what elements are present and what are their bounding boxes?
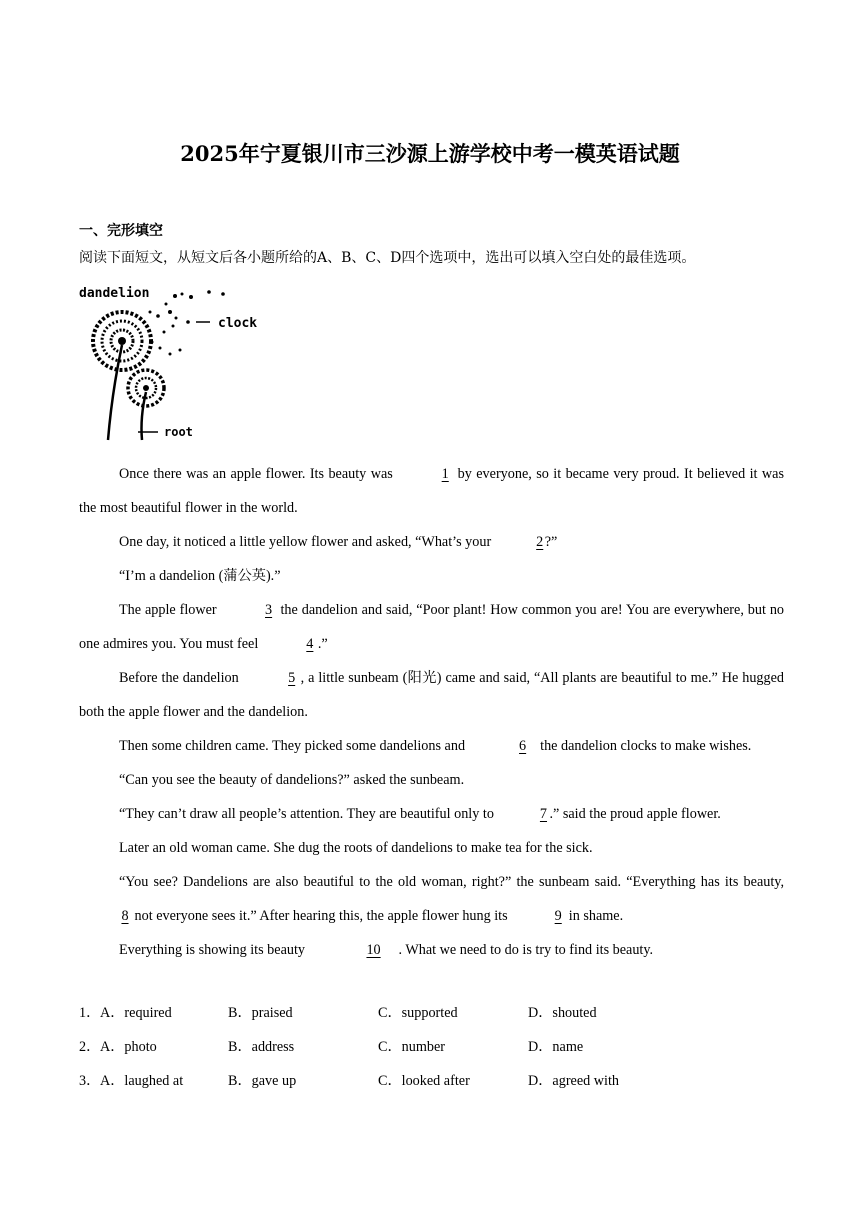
section-heading: 一、完形填空 — [79, 223, 163, 239]
text-span: .” — [317, 636, 328, 652]
instruction-text: 阅读下面短文，从短文后各小题所给的A、B、C、D四个选项中，选出可以填入空白处的最佳选项。 — [79, 250, 696, 266]
blank-3: 3 — [265, 602, 273, 618]
figure-label-root: root — [164, 425, 193, 439]
small-stem — [142, 392, 147, 440]
option-a[interactable]: A．required — [100, 1005, 172, 1021]
blank-1: 1 — [441, 466, 449, 482]
passage-paragraph — [79, 797, 784, 831]
dandelion-figure — [78, 282, 268, 444]
passage-paragraph — [79, 763, 784, 797]
passage-paragraph — [79, 865, 784, 933]
figure-label-dandelion: dandelion — [79, 286, 150, 301]
option-b[interactable]: B．gave up — [228, 1073, 297, 1089]
question-number: 1． — [79, 1005, 101, 1021]
text-span: “You see? Dandelions are also beautiful to the old woman, right?” the sunbeam said. “Everything has its beauty, — [119, 874, 784, 890]
passage-paragraph — [79, 729, 784, 763]
text-span: Later an old woman came. She dug the roots of dandelions to make tea for the sick. — [119, 840, 593, 856]
passage-paragraph — [79, 525, 784, 559]
large-flower-head — [93, 312, 151, 370]
text-span: in shame. — [565, 908, 624, 924]
text-span: .” said the proud apple flower. — [549, 806, 721, 822]
cloze-passage — [79, 457, 784, 967]
figure-label-clock: clock — [218, 316, 258, 331]
text-span: the dandelion clocks to make wishes. — [536, 738, 752, 754]
text-span: by everyone, so it became very proud. It believed it was the most beautiful flower in the world. — [79, 466, 784, 516]
option-c[interactable]: C．looked after — [378, 1073, 470, 1089]
text-span: Everything is showing its beauty — [119, 942, 309, 958]
text-span: not everyone sees it.” After hearing this, the apple flower hung its — [131, 908, 512, 924]
passage-paragraph — [79, 661, 784, 729]
blank-5: 5 — [288, 670, 296, 686]
blank-9: 9 — [554, 908, 562, 924]
text-span: Then some children came. They picked some dandelions and — [119, 738, 469, 754]
passage-paragraph — [79, 457, 784, 525]
text-span: “Can you see the beauty of dandelions?” asked the sunbeam. — [119, 772, 465, 788]
option-a[interactable]: A．laughed at — [100, 1073, 184, 1089]
question-options — [79, 996, 779, 1098]
passage-paragraph — [79, 593, 784, 661]
blank-4: 4 — [306, 636, 314, 652]
text-span: . What we need to do is try to find its beauty. — [398, 942, 654, 958]
text-span: Before the dandelion — [119, 670, 243, 686]
passage-paragraph — [79, 933, 784, 967]
option-d[interactable]: D．shouted — [528, 1005, 597, 1021]
question-row — [79, 996, 779, 1030]
option-a[interactable]: A．photo — [100, 1039, 157, 1055]
dandelion-illustration — [78, 282, 268, 444]
option-c[interactable]: C．supported — [378, 1005, 458, 1021]
blank-2: 2 — [536, 534, 544, 550]
passage-paragraph — [79, 559, 784, 593]
question-number: 3． — [79, 1073, 101, 1089]
text-span: One day, it noticed a little yellow flower and asked, “What’s your — [119, 534, 495, 550]
option-b[interactable]: B．address — [228, 1039, 295, 1055]
blank-7: 7 — [539, 806, 548, 822]
blank-8: 8 — [121, 908, 129, 924]
question-row — [79, 1030, 779, 1064]
question-row — [79, 1064, 779, 1098]
text-span: The apple flower — [119, 602, 221, 618]
passage-paragraph — [79, 831, 784, 865]
small-flower-head — [128, 370, 164, 406]
blank-10: 10 — [366, 942, 381, 958]
option-d[interactable]: D．agreed with — [528, 1073, 620, 1089]
flying-seeds — [149, 290, 225, 355]
large-stem — [108, 345, 122, 440]
page-title: 2025年宁夏银川市三沙源上游学校中考一模英语试题 — [180, 141, 680, 166]
option-b[interactable]: B．praised — [228, 1005, 293, 1021]
text-span: , a little sunbeam (阳光) came and said, “All plants are beautiful to me.” He hugged both the apple flower and the dandelion. — [79, 670, 784, 720]
text-span: “I’m a dandelion (蒲公英).” — [119, 568, 281, 584]
blank-6: 6 — [519, 738, 527, 754]
text-span: ?” — [544, 534, 558, 550]
option-c[interactable]: C．number — [378, 1039, 445, 1055]
question-number: 2． — [79, 1039, 101, 1055]
text-span: “They can’t draw all people’s attention. They are beautiful only to — [119, 806, 498, 822]
text-span: the dandelion and said, “Poor plant! How common you are! You are everywhere, but no one admires you. You must feel — [79, 602, 785, 652]
option-d[interactable]: D．name — [528, 1039, 584, 1055]
text-span: Once there was an apple flower. Its beauty was — [119, 466, 398, 482]
